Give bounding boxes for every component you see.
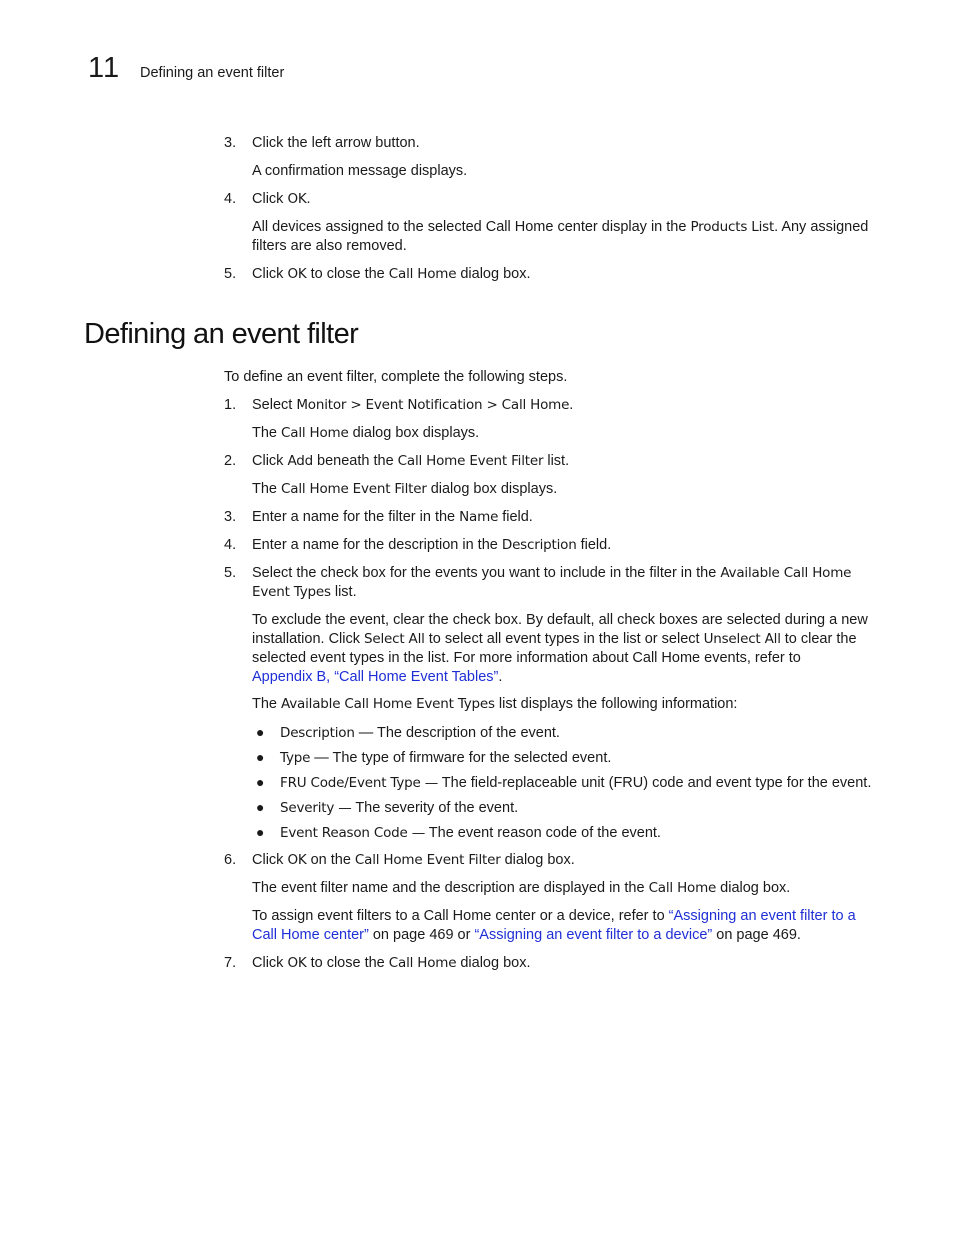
para-text: To assign event filters to a Call Home center or a device, refer to bbox=[252, 908, 669, 924]
step-2-result bbox=[252, 480, 874, 499]
step-7 bbox=[224, 954, 531, 973]
section-intro: To define an event filter, complete the following steps. bbox=[224, 369, 568, 385]
step-text: beneath the bbox=[313, 453, 398, 469]
bullet-dot-icon: ● bbox=[256, 724, 265, 740]
para-text: dialog box. bbox=[716, 880, 791, 896]
para-text: list displays the following information: bbox=[494, 696, 738, 712]
step-4 bbox=[224, 536, 611, 555]
bullet-dot-icon: ● bbox=[256, 749, 265, 765]
prev-step-3 bbox=[224, 134, 420, 153]
ui-term: Severity — bbox=[280, 800, 352, 816]
ui-term: Call Home Event Filter bbox=[397, 453, 544, 469]
step-text: dialog box. bbox=[456, 955, 531, 971]
step-text: Click bbox=[252, 191, 288, 207]
step-3 bbox=[224, 508, 533, 527]
ui-term: FRU Code/Event Type — bbox=[280, 775, 438, 791]
chapter-number: 11 bbox=[88, 52, 121, 84]
step-number: 5. bbox=[224, 266, 237, 282]
ui-term: Call Home Event Filter bbox=[354, 852, 501, 868]
ui-term: OK bbox=[287, 852, 307, 868]
step-5-list-intro bbox=[252, 695, 874, 714]
step-text: on the bbox=[306, 852, 355, 868]
bullet-item bbox=[256, 823, 661, 843]
ui-term: Available Call Home bbox=[720, 565, 852, 581]
bullet-item bbox=[256, 798, 518, 818]
para-text: dialog box displays. bbox=[426, 481, 558, 497]
ui-term: Type bbox=[280, 750, 311, 766]
step-text: dialog box. bbox=[456, 266, 531, 282]
ui-term: Available Call Home Event Types bbox=[281, 696, 495, 712]
step-text: Click bbox=[252, 852, 288, 868]
step-number: 6. bbox=[224, 852, 237, 868]
ui-term: Description bbox=[280, 725, 355, 741]
step-text: field. bbox=[576, 537, 612, 553]
para-text: To exclude the event, clear the check box. By default, all check boxes are selected during a new bbox=[252, 612, 868, 628]
step-number: 5. bbox=[224, 565, 237, 581]
ui-term: Monitor > Event Notification > Call Home bbox=[296, 397, 570, 413]
para-text: filters are also removed. bbox=[252, 238, 407, 254]
step-text: Click bbox=[252, 266, 288, 282]
bullet-text: The severity of the event. bbox=[351, 800, 519, 816]
para-text: installation. Click bbox=[252, 631, 365, 647]
prev-step-5 bbox=[224, 265, 531, 284]
para-text: to clear the bbox=[780, 631, 857, 647]
ui-term: Select All bbox=[364, 631, 425, 647]
bullet-text: The event reason code of the event. bbox=[425, 825, 661, 841]
ui-term: Products List bbox=[690, 219, 775, 235]
step-6-note bbox=[252, 907, 874, 945]
appendix-b-link[interactable]: Appendix B, “Call Home Event Tables” bbox=[252, 669, 499, 685]
para-text: on page 469 or bbox=[368, 927, 475, 943]
ui-term: OK bbox=[287, 191, 307, 207]
step-1 bbox=[224, 396, 573, 415]
ui-term: Call Home bbox=[388, 266, 457, 282]
step-1-result bbox=[252, 424, 874, 443]
step-number: 4. bbox=[224, 191, 237, 207]
step-text: Select bbox=[252, 397, 297, 413]
step-6 bbox=[224, 851, 575, 870]
step-number: 2. bbox=[224, 453, 237, 469]
step-text: list. bbox=[543, 453, 570, 469]
ui-term: Call Home Event Filter bbox=[281, 481, 427, 497]
step-number: 1. bbox=[224, 397, 237, 413]
para-text: to select all event types in the list or select bbox=[424, 631, 704, 647]
bullet-dot-icon: ● bbox=[256, 824, 265, 840]
step-text: Enter a name for the filter in the bbox=[252, 509, 460, 525]
step-text: to close the bbox=[306, 266, 389, 282]
bullet-dot-icon: ● bbox=[256, 774, 265, 790]
ui-term: Call Home bbox=[648, 880, 717, 896]
ui-term: OK bbox=[287, 955, 307, 971]
ui-term: Event Reason Code — bbox=[280, 825, 426, 841]
step-text: Click bbox=[252, 453, 288, 469]
assign-filter-call-home-link[interactable]: “Assigning an event filter to a bbox=[668, 908, 856, 924]
step-text: . bbox=[306, 191, 311, 207]
step-2 bbox=[224, 452, 569, 471]
ui-term: Call Home bbox=[281, 425, 349, 441]
step-text: field. bbox=[498, 509, 533, 525]
para-text: All devices assigned to the selected Call Home center display in the bbox=[252, 219, 691, 235]
bullet-item bbox=[256, 723, 560, 743]
bullet-item bbox=[256, 748, 611, 768]
step-number: 4. bbox=[224, 537, 237, 553]
ui-term: Name bbox=[459, 509, 499, 525]
ui-term: OK bbox=[287, 266, 307, 282]
step-text: Select the check box for the events you want to include in the filter in the bbox=[252, 565, 721, 581]
ui-term: Unselect All bbox=[703, 631, 781, 647]
para-text: selected event types in the list. For more information about Call Home events, refer to bbox=[252, 650, 801, 666]
ui-term: Call Home bbox=[388, 955, 457, 971]
step-text: dialog box. bbox=[500, 852, 575, 868]
bullet-text: — The type of firmware for the selected event. bbox=[310, 750, 612, 766]
assign-filter-device-link[interactable]: “Assigning an event filter to a device” bbox=[474, 927, 713, 943]
step-text: to close the bbox=[306, 955, 389, 971]
step-5 bbox=[224, 564, 851, 583]
step-5-note bbox=[252, 611, 874, 687]
step-number: 3. bbox=[224, 135, 237, 151]
bullet-dot-icon: ● bbox=[256, 799, 265, 815]
section-heading: Defining an event filter bbox=[84, 318, 359, 350]
ui-term: Add bbox=[287, 453, 313, 469]
step-text: Click the left arrow button. bbox=[252, 135, 420, 151]
para-text: The bbox=[252, 425, 282, 441]
para-text: on page 469. bbox=[712, 927, 801, 943]
running-header-title: Defining an event filter bbox=[140, 65, 285, 81]
step-text: Click bbox=[252, 955, 288, 971]
para-text: . Any assigned bbox=[774, 219, 869, 235]
step-number: 3. bbox=[224, 509, 237, 525]
para-text: The bbox=[252, 481, 282, 497]
para-text: dialog box displays. bbox=[348, 425, 480, 441]
step-text: Enter a name for the description in the bbox=[252, 537, 502, 553]
para-text: list. bbox=[330, 584, 357, 600]
prev-step-3-result: A confirmation message displays. bbox=[252, 163, 468, 179]
bullet-text: — The description of the event. bbox=[354, 725, 560, 741]
bullet-text: The field-replaceable unit (FRU) code and event type for the event. bbox=[438, 775, 872, 791]
ui-term: Description bbox=[501, 537, 577, 553]
step-text: . bbox=[569, 397, 574, 413]
step-6-result bbox=[252, 879, 874, 898]
prev-step-4-result bbox=[252, 218, 874, 256]
para-text: The bbox=[252, 696, 282, 712]
ui-term: Event Types bbox=[252, 584, 331, 600]
para-text: . bbox=[498, 669, 503, 685]
step-5-continued bbox=[252, 583, 874, 602]
bullet-item bbox=[256, 773, 871, 793]
assign-filter-call-home-link[interactable]: Call Home center” bbox=[252, 927, 369, 943]
para-text: The event filter name and the description are displayed in the bbox=[252, 880, 649, 896]
prev-step-4 bbox=[224, 190, 311, 209]
step-number: 7. bbox=[224, 955, 237, 971]
